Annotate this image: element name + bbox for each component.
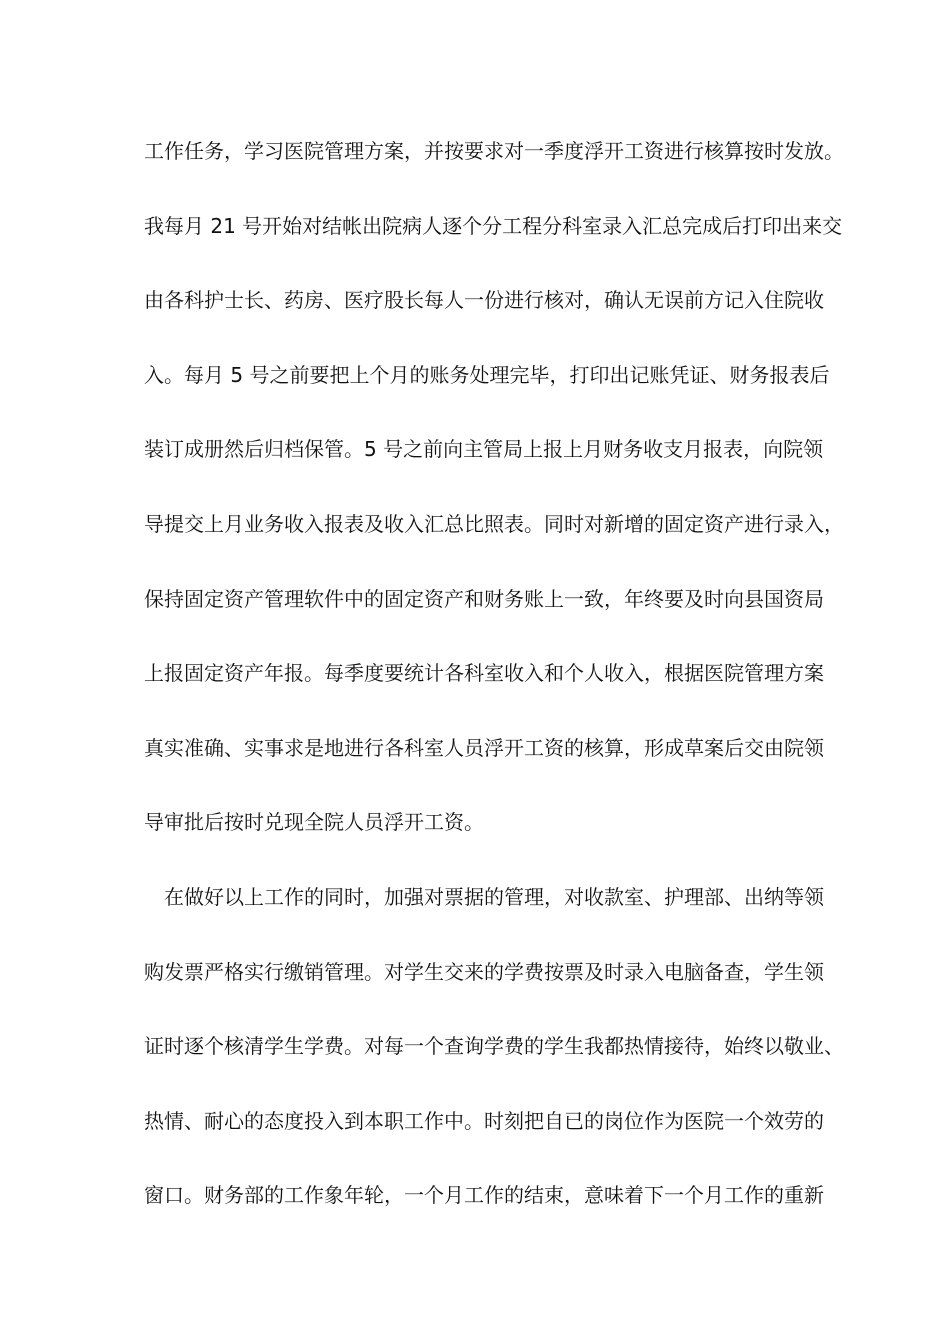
text-line-9: 真实准确、实事求是地进行各科室人员浮开工资的核算，形成草案后交由院领 xyxy=(144,735,824,760)
text-line-2: 我每月 21 号开始对结帐出院病人逐个分工程分科室录入汇总完成后打印出来交 xyxy=(144,213,843,238)
text-line-1: 工作任务，学习医院管理方案，并按要求对一季度浮开工资进行核算按时发放。 xyxy=(144,139,844,163)
text-line-7: 保持固定资产管理软件中的固定资产和财务账上一致，年终要及时向县国资局 xyxy=(144,586,824,611)
text-line-4: 入。每月 5 号之前要把上个月的账务处理完毕，打印出记账凭证、财务报表后 xyxy=(144,362,830,387)
text-line-5: 装订成册然后归档保管。5 号之前向主管局上报上月财务收支月报表，向院领 xyxy=(144,437,824,462)
text-line-11: 在做好以上工作的同时，加强对票据的管理，对收款室、护理部、出纳等领 xyxy=(144,884,824,909)
text-line-6: 导提交上月业务收入报表及收入汇总比照表。同时对新增的固定资产进行录入， xyxy=(144,511,844,536)
text-line-8: 上报固定资产年报。每季度要统计各科室收入和个人收入，根据医院管理方案 xyxy=(144,661,824,686)
text-line-14: 热情、耐心的态度投入到本职工作中。时刻把自已的岗位作为医院一个效劳的 xyxy=(144,1108,824,1133)
body-text xyxy=(144,127,844,1246)
text-line-10: 导审批后按时兑现全院人员浮开工资。 xyxy=(144,810,484,835)
text-line-3: 由各科护士长、药房、医疗股长每人一份进行核对，确认无误前方记入住院收 xyxy=(144,288,824,313)
text-line-15: 窗口。财务部的工作象年轮，一个月工作的结束，意味着下一个月工作的重新 xyxy=(144,1183,824,1208)
text-line-12: 购发票严格实行缴销管理。对学生交来的学费按票及时录入电脑备查，学生领 xyxy=(144,959,824,984)
text-line-13: 证时逐个核清学生学费。对每一个查询学费的学生我都热情接待，始终以敬业、 xyxy=(144,1034,844,1059)
